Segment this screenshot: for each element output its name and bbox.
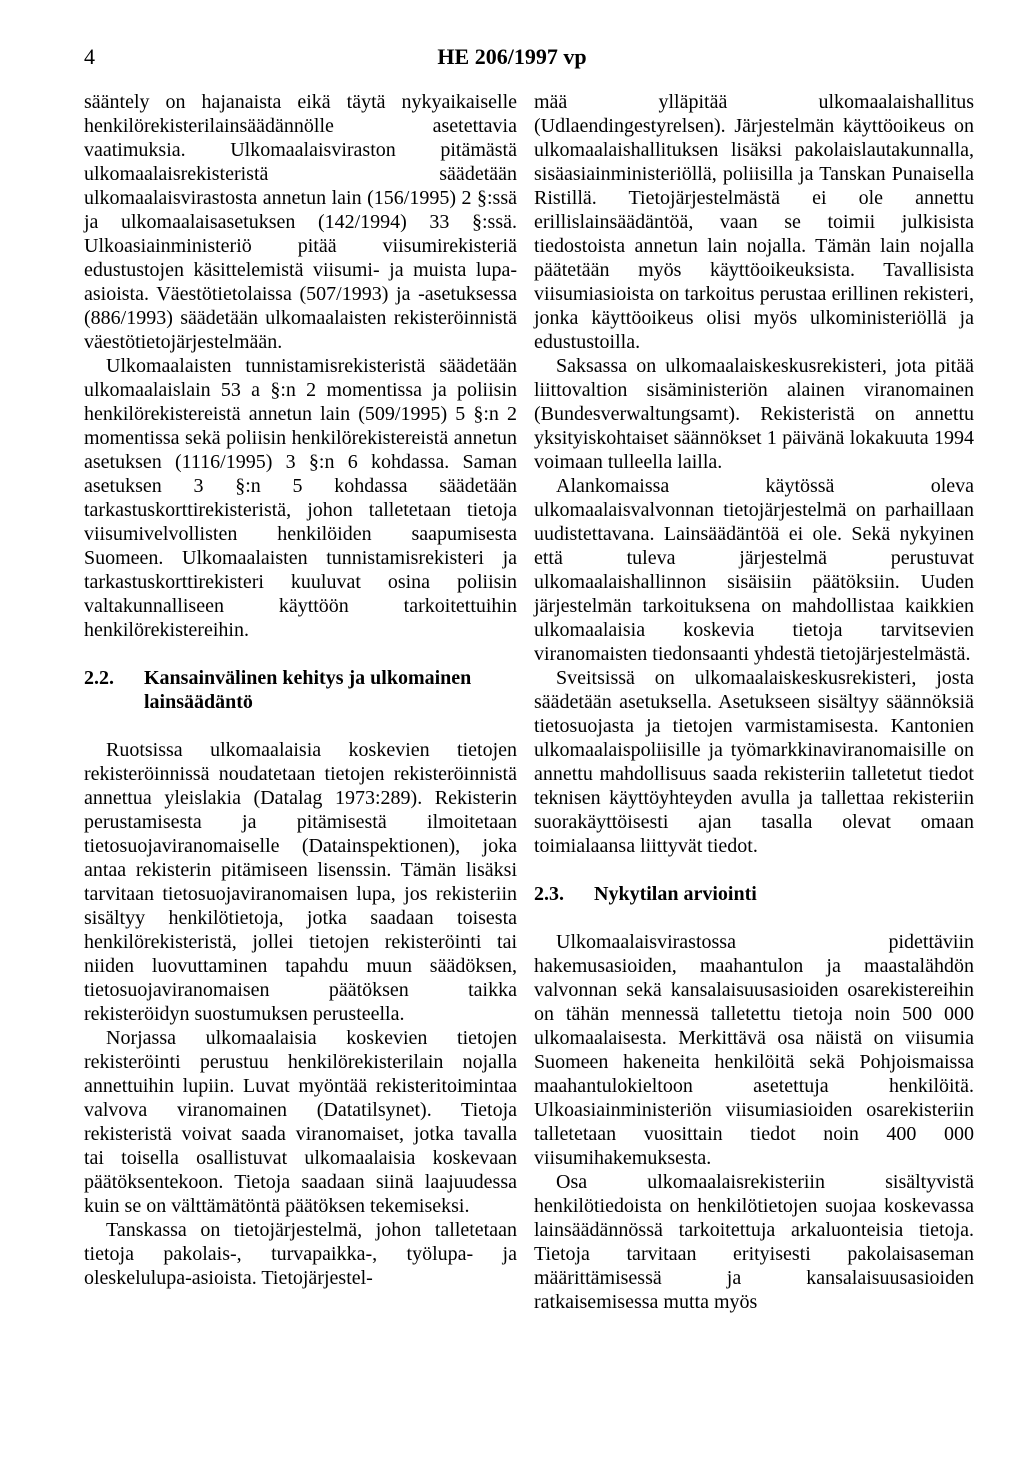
paragraph: Alankomaissa käytössä oleva ulkomaalaisvalvonnan tietojärjestelmä on parhaillaan uudistettavana. Lainsäädäntöä ei ole. Sekä nykyinen että tuleva järjestelmä perustuvat ulkomaalaishallinnon sisäisiin päätöksiin. Uuden järjestelmän tarkoituksena on mahdollistaa kaikkien ulkomaalaisia koskevia tietoja tarvitsevien viranomaisten tiedonsaanti yhdestä tietojärjestelmästä. <box>534 475 974 665</box>
section-heading-2-2 <box>84 666 517 714</box>
section-heading-2-3 <box>534 882 974 906</box>
paragraph: sääntely on hajanaista eikä täytä nykyaikaiselle henkilörekisterilainsäädännölle asetettavia vaatimuksia. Ulkomaalaisviraston pitämästä ulkomaalaisrekisteristä säädetään ulkomaalaisvirastosta annetun lain (156/1995) 2 §:ssä ja ulkomaalaisasetuksen (142/1994) 33 §:ssä. Ulkoasiainministeriö pitää viisumirekisteriä edustustojen käsittelemistä viisumi- ja muista lupa-asioista. Väestötietolaissa (507/1993) ja -asetuksessa (886/1993) säädetään ulkomaalaisten rekisteröinnistä väestötietojärjestelmään. <box>84 91 517 353</box>
paragraph: Ulkomaalaisten tunnistamisrekisteristä säädetään ulkomaalaislain 53 a §:n 2 momentissa ja poliisin henkilörekistereistä annetun lain (509/1995) 5 §:n 2 momentissa sekä poliisin henkilörekistereistä annetun asetuksen (1116/1995) 3 §:n 6 kohdassa. Saman asetuksen 3 §:n 5 kohdassa säädetään tarkastuskorttirekisteristä, johon talletetaan tietoja viisumivelvollisten henkilöiden saapumisesta Suomeen. Ulkomaalaisten tunnistamisrekisteri ja tarkastuskorttirekisteri kuuluvat osina poliisin valtakunnalliseen käyttöön tarkoitettuihin henkilörekistereihin. <box>84 355 517 641</box>
page-number: 4 <box>84 44 95 69</box>
paragraph: Ulkomaalaisvirastossa pidettäviin hakemusasioiden, maahantulon ja maastalähdön valvonnan sekä kansalaisuusasioiden osarekistereihin on tähän mennessä talletettu tietoja noin 500 000 ulkomaalaisesta. Merkittävä osa näistä on viisumia Suomeen hakeneita henkilöitä sekä Pohjoismaissa maahantulokieltoon asetettuja henkilöitä. Ulkoasiainministeriön viisumiasioiden osarekisteriin talletetaan vuosittain tiedot noin 400 000 viisumihakemuksesta. <box>534 931 974 1169</box>
section-title: Nykytilan arviointi <box>594 883 757 905</box>
paragraph: Ruotsissa ulkomaalaisia koskevien tietojen rekisteröinnissä noudatetaan tietojen rekisteröinnistä annettua yleislakia (Datalag 1973:289). Rekisterin perustamisesta ja pitämisestä ilmoitetaan tietosuojaviranomaiselle (Datainspektionen), joka antaa rekisterin pitämiseen lisenssin. Tämän lisäksi tarvitaan tietosuojaviranomaisen lupa, jos rekisteriin sisältyy henkilötietoja, jotka saadaan toisesta henkilörekisteristä, jollei tietojen rekisteröinti tai niiden luovuttaminen tapahdu muun säädöksen, tietosuojaviranomaisen päätöksen taikka rekisteröidyn suostumuksen perusteella. <box>84 739 517 1025</box>
paragraph: Tanskassa on tietojärjestelmä, johon talletetaan tietoja pakolais-, turvapaikka-, työlupa- ja oleskelulupa-asioista. Tietojärjestel- <box>84 1219 517 1289</box>
section-number: 2.2. <box>84 667 114 689</box>
paragraph: Sveitsissä on ulkomaalaiskeskusrekisteri, josta säädetään asetuksella. Asetukseen sisältyy säännöksiä tietosuojasta ja tietojen varmistamisesta. Kantonien ulkomaalaispoliisille ja työmarkkinaviranomaisille on annettu mahdollisuus saada rekisteriin talletetut tiedot teknisen käyttöyhteyden avulla ja tallettaa rekisteriin suorakäyttöisesti ajan tasalla olevat omaan toimialaansa liittyvät tiedot. <box>534 667 974 857</box>
paragraph: mää ylläpitää ulkomaalaishallitus (Udlaendingestyrelsen). Järjestelmän käyttöoikeus on ulkomaalaishallituksen lisäksi pakolaislautakunnalla, sisäasiainministeriöllä, poliisilla ja Tanskan Punaisella Ristillä. Tietojärjestelmästä ei ole annettu erillislainsäädäntöä, vaan se toimii julkisista tiedostoista annetun lain nojalla. Tämän lain nojalla päätetään myös käyttöoikeuksista. Tavallisista viisumiasioista on tarkoitus perustaa erillinen rekisteri, jonka käyttöoikeus olisi myös ulkoministeriöllä ja edustustoilla. <box>534 91 974 353</box>
paragraph: Saksassa on ulkomaalaiskeskusrekisteri, jota pitää liittovaltion sisäministeriön alainen viranomainen (Bundesverwaltungsamt). Rekisteristä on annettu yksityiskohtaiset säännökset 1 päivänä lokakuuta 1994 voimaan tulleella lailla. <box>534 355 974 473</box>
section-title: Kansainvälinen kehitys ja ulkomainen lainsäädäntö <box>144 667 472 713</box>
page-header <box>0 44 1024 74</box>
right-column <box>534 90 974 1314</box>
section-number: 2.3. <box>534 883 564 905</box>
paragraph: Norjassa ulkomaalaisia koskevien tietojen rekisteröinti perustuu henkilörekisterilain nojalla annettuihin lupiin. Luvat myöntää rekisteritoimintaa valvova viranomainen (Datatilsynet). Tietoja rekisteristä voivat saada viranomaiset, jotka tavalla tai toisella osallistuvat ulkomaalaisia koskevaan päätöksentekoon. Tietoja saadaan siinä laajuudessa kuin se on välttämätöntä päätöksen tekemiseksi. <box>84 1027 517 1217</box>
document-reference: HE 206/1997 vp <box>437 44 587 69</box>
paragraph: Osa ulkomaalaisrekisteriin sisältyvistä henkilötiedoista on henkilötietojen suojaa koskevassa lainsäädännössä tarkoitettuja arkaluonteisia tietoja. Tietoja tarvitaan erityisesti pakolaisaseman määrittämisessä ja kansalaisuusasioiden ratkaisemisessa mutta myös <box>534 1171 974 1313</box>
left-column <box>84 90 517 1290</box>
